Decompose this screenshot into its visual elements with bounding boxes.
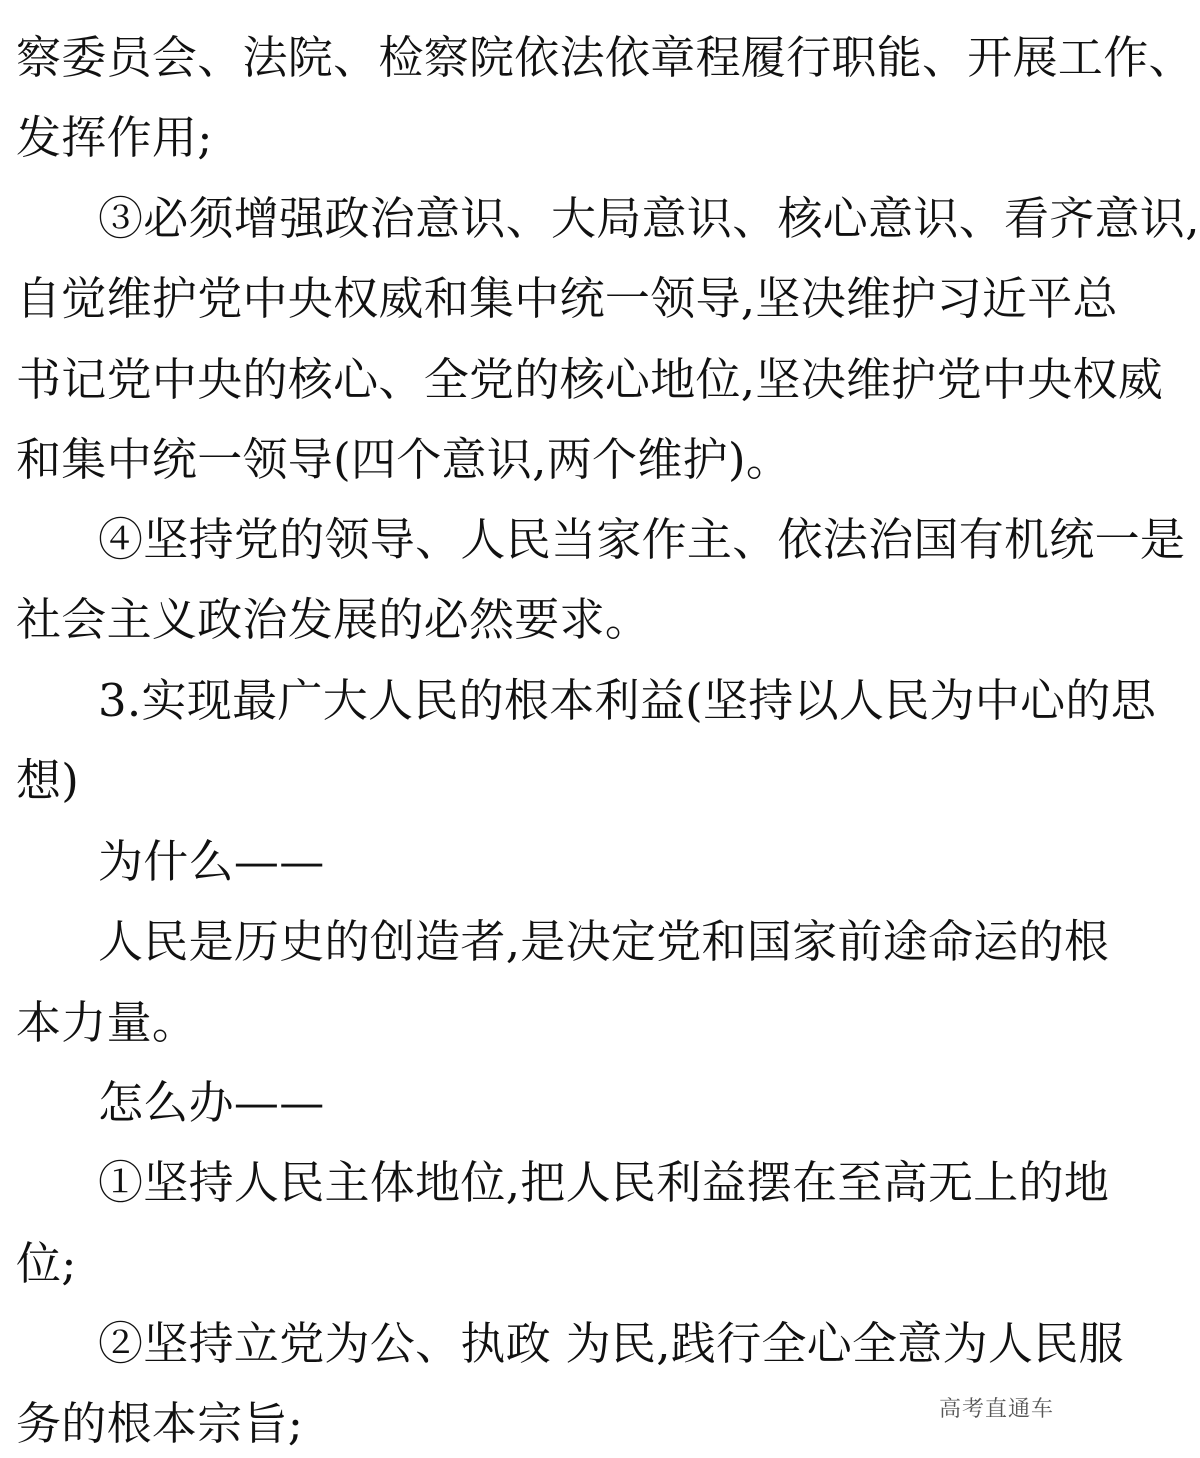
section-heading: 3.实现最广大人民的根本利益(坚持以人民为中心的思 xyxy=(98,674,1156,727)
text-line: ②坚持立党为公、执政 为民,践行全心全意为人民服 xyxy=(98,1317,1124,1370)
text-line: 务的根本宗旨; xyxy=(16,1397,304,1450)
text-line: 想) xyxy=(16,754,80,807)
text-line: 人民是历史的创造者,是决定党和国家前途命运的根 xyxy=(98,915,1110,968)
text-line: 察委员会、法院、检察院依法依章程履行职能、开展工作、 xyxy=(16,31,1194,84)
text-line: 发挥作用; xyxy=(16,111,213,164)
watermark: 高考直通车 xyxy=(938,1397,1054,1422)
sub-heading-why: 为什么—— xyxy=(98,835,325,888)
text-line: 位; xyxy=(16,1237,77,1290)
text-line: 本力量。 xyxy=(16,996,198,1049)
text-line: 书记党中央的核心、全党的核心地位,坚决维护党中央权威 xyxy=(16,353,1164,406)
text-line: ③必须增强政治意识、大局意识、核心意识、看齐意识, xyxy=(98,192,1200,245)
text-line: 和集中统一领导(四个意识,两个维护)。 xyxy=(16,433,792,486)
text-line: 自觉维护党中央权威和集中统一领导,坚决维护习近平总 xyxy=(16,272,1118,325)
text-line: ④坚持党的领导、人民当家作主、依法治国有机统一是 xyxy=(98,513,1186,566)
text-line: ①坚持人民主体地位,把人民利益摆在至高无上的地 xyxy=(98,1156,1110,1209)
sub-heading-how: 怎么办—— xyxy=(98,1076,325,1129)
text-line: 社会主义政治发展的必然要求。 xyxy=(16,593,651,646)
